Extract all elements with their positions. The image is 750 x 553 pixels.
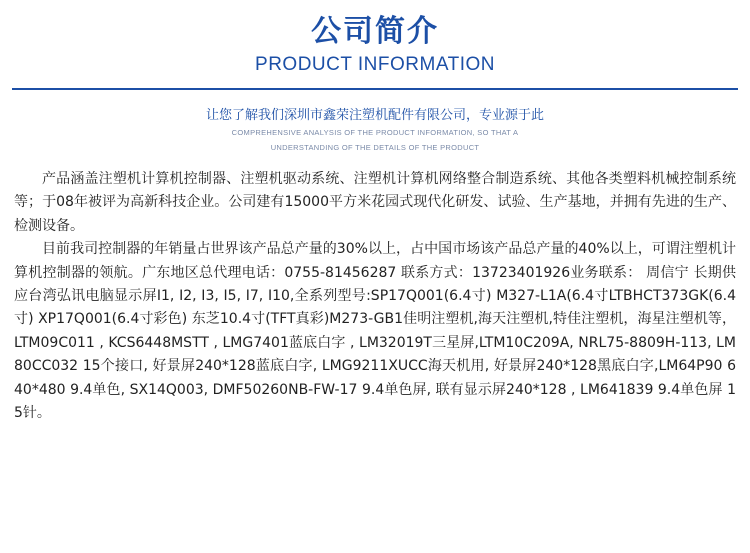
tagline-english-line-2: UNDERSTANDING OF THE DETAILS OF THE PRODUCT xyxy=(270,143,480,152)
tagline-english-line-1: COMPREHENSIVE ANALYSIS OF THE PRODUCT INFORMATION, SO THAT A xyxy=(231,128,519,137)
company-description xyxy=(14,168,736,425)
paragraph-intro: 产品涵盖注塑机计算机控制器、注塑机驱动系统、注塑机计算机网络整合制造系统、其他各类塑料机械控制系统等；于08年被评为高新科技企业。公司建有15000平方米花园式现代化研发、试验、生产基地，并拥有先进的生产、检测设备。 xyxy=(14,171,736,234)
page-title: 公司简介 xyxy=(311,14,439,49)
page-subtitle: PRODUCT INFORMATION xyxy=(255,54,495,75)
tagline: 让您了解我们深圳市鑫荣注塑机配件有限公司，专业源于此 xyxy=(205,108,544,123)
divider xyxy=(12,88,738,90)
paragraph-products: 目前我司控制器的年销量占世界该产品总产量的30%以上，占中国市场该产品总产量的40%以上，可谓注塑机计算机控制器的领航。广东地区总代理电话：0755-81456287 联系方式：13723401926业务联系： 周信宁 长期供应台湾弘讯电脑显示屏I1, I2, I3, I5, I7, I10,全系列型号:SP17Q001(6.4寸) M327-L1A(6.4寸LTBHCT373GK(6.4寸) XP17Q001(6.4寸彩色) 东芝10.4寸(TFT真彩)M273-GB1佳明注塑机,海天注塑机,特佳注塑机，海星注塑机等， LTM09C011 , KCS6448MSTT , LMG7401蓝底白字 , LM32019T三星屏,LTM10C209A, NRL75-8809H-113, LM80CC032 15个接口, 好景屏240*128蓝底白字, LMG9211XUCC海天机用, 好景屏240*128黑底白字,LM64P90 640*480 9.4单色, SX14Q003, DMF50260NB-FW-17 9.4单色屏, 联有显示屏240*128 , LM641839 9.4单色屏 15针。 xyxy=(14,241,736,422)
